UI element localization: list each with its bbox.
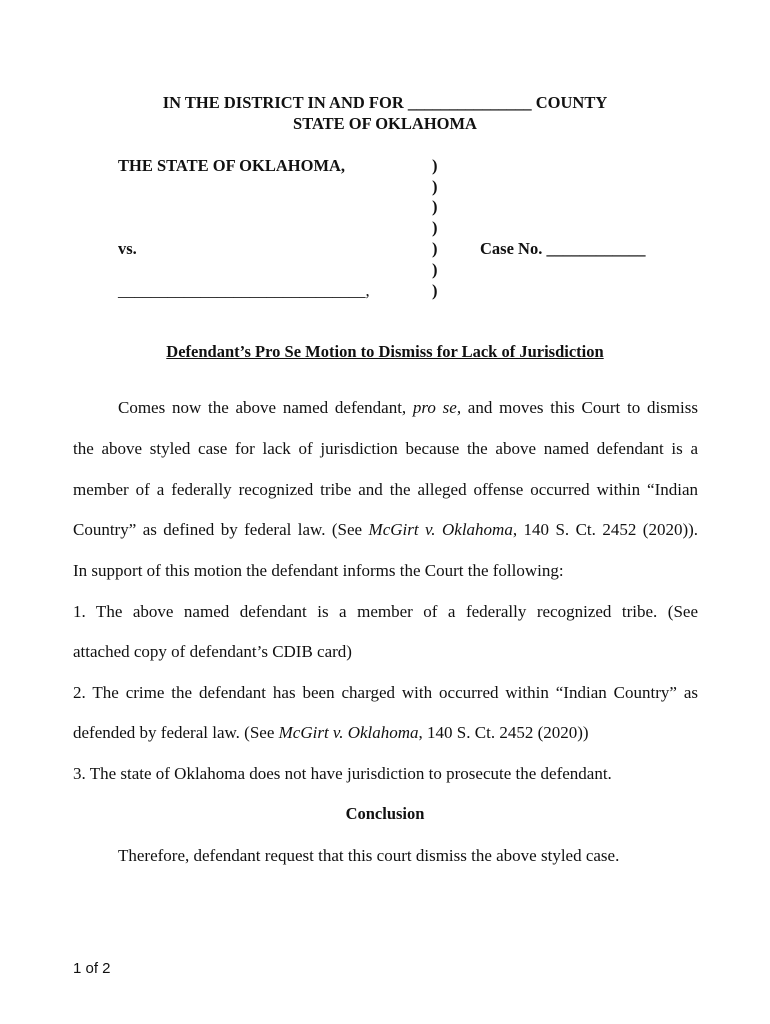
intro-line-2: the above styled case for lack of jurisdiction because the above named defendant is a [73,439,698,458]
item-2-line-2 [73,723,589,743]
court-header-text: IN THE DISTRICT IN AND FOR _______________ COUNTY [162,93,608,112]
intro-text: , 140 S. Ct. 2452 (2020)). [512,520,699,539]
caption-paren: ) [432,281,438,300]
intro-line-1 [118,398,698,418]
caption-paren: ) [432,197,438,216]
intro-text: , and moves this Court to dismiss [456,398,698,417]
caption-paren: ) [432,239,438,258]
item-1-line-1: 1. The above named defendant is a member of a federally recognized tribe. (See [73,602,698,621]
versus-label: vs. [118,239,137,258]
conclusion-text: Therefore, defendant request that this court dismiss the above styled case. [118,846,620,865]
conclusion-heading [0,804,770,824]
plaintiff-name: THE STATE OF OKLAHOMA, [118,156,346,175]
intro-text: Comes now the above named defendant, [118,398,413,417]
intro-text: Country” as defined by federal law. (See [73,520,369,539]
court-header-line-2 [0,114,770,134]
intro-line-3: member of a federally recognized tribe and the alleged offense occurred within “Indian [73,480,698,499]
state-header-text: STATE OF OKLAHOMA [293,114,477,133]
item-1-line-2: attached copy of defendant’s CDIB card) [73,642,352,661]
motion-title-text: Defendant’s Pro Se Motion to Dismiss for Lack of Jurisdiction [166,342,604,361]
caption-paren: ) [432,177,438,196]
intro-line-5: In support of this motion the defendant informs the Court the following: [73,561,564,580]
item-3: 3. The state of Oklahoma does not have jurisdiction to prosecute the defendant. [73,764,612,783]
page-indicator: 1 of 2 [73,960,111,977]
motion-title [0,342,770,362]
case-citation: McGirt v. Oklahoma [368,520,513,539]
case-number: Case No. ____________ [480,239,646,258]
item-2-line-1: 2. The crime the defendant has been charged with occurred within “Indian Country” as [73,683,698,702]
item-text: , 140 S. Ct. 2452 (2020)) [418,723,589,742]
intro-line-4 [73,520,698,540]
caption-paren: ) [432,218,438,237]
pro-se-emphasis: pro se [412,398,457,417]
caption-paren: ) [432,260,438,279]
conclusion-heading-text: Conclusion [345,804,425,823]
item-text: defended by federal law. (See [73,723,279,742]
case-citation: McGirt v. Oklahoma [278,723,419,742]
defendant-name-blank: ______________________________, [118,281,370,300]
court-header-line-1 [0,93,770,113]
caption-paren: ) [432,156,438,175]
